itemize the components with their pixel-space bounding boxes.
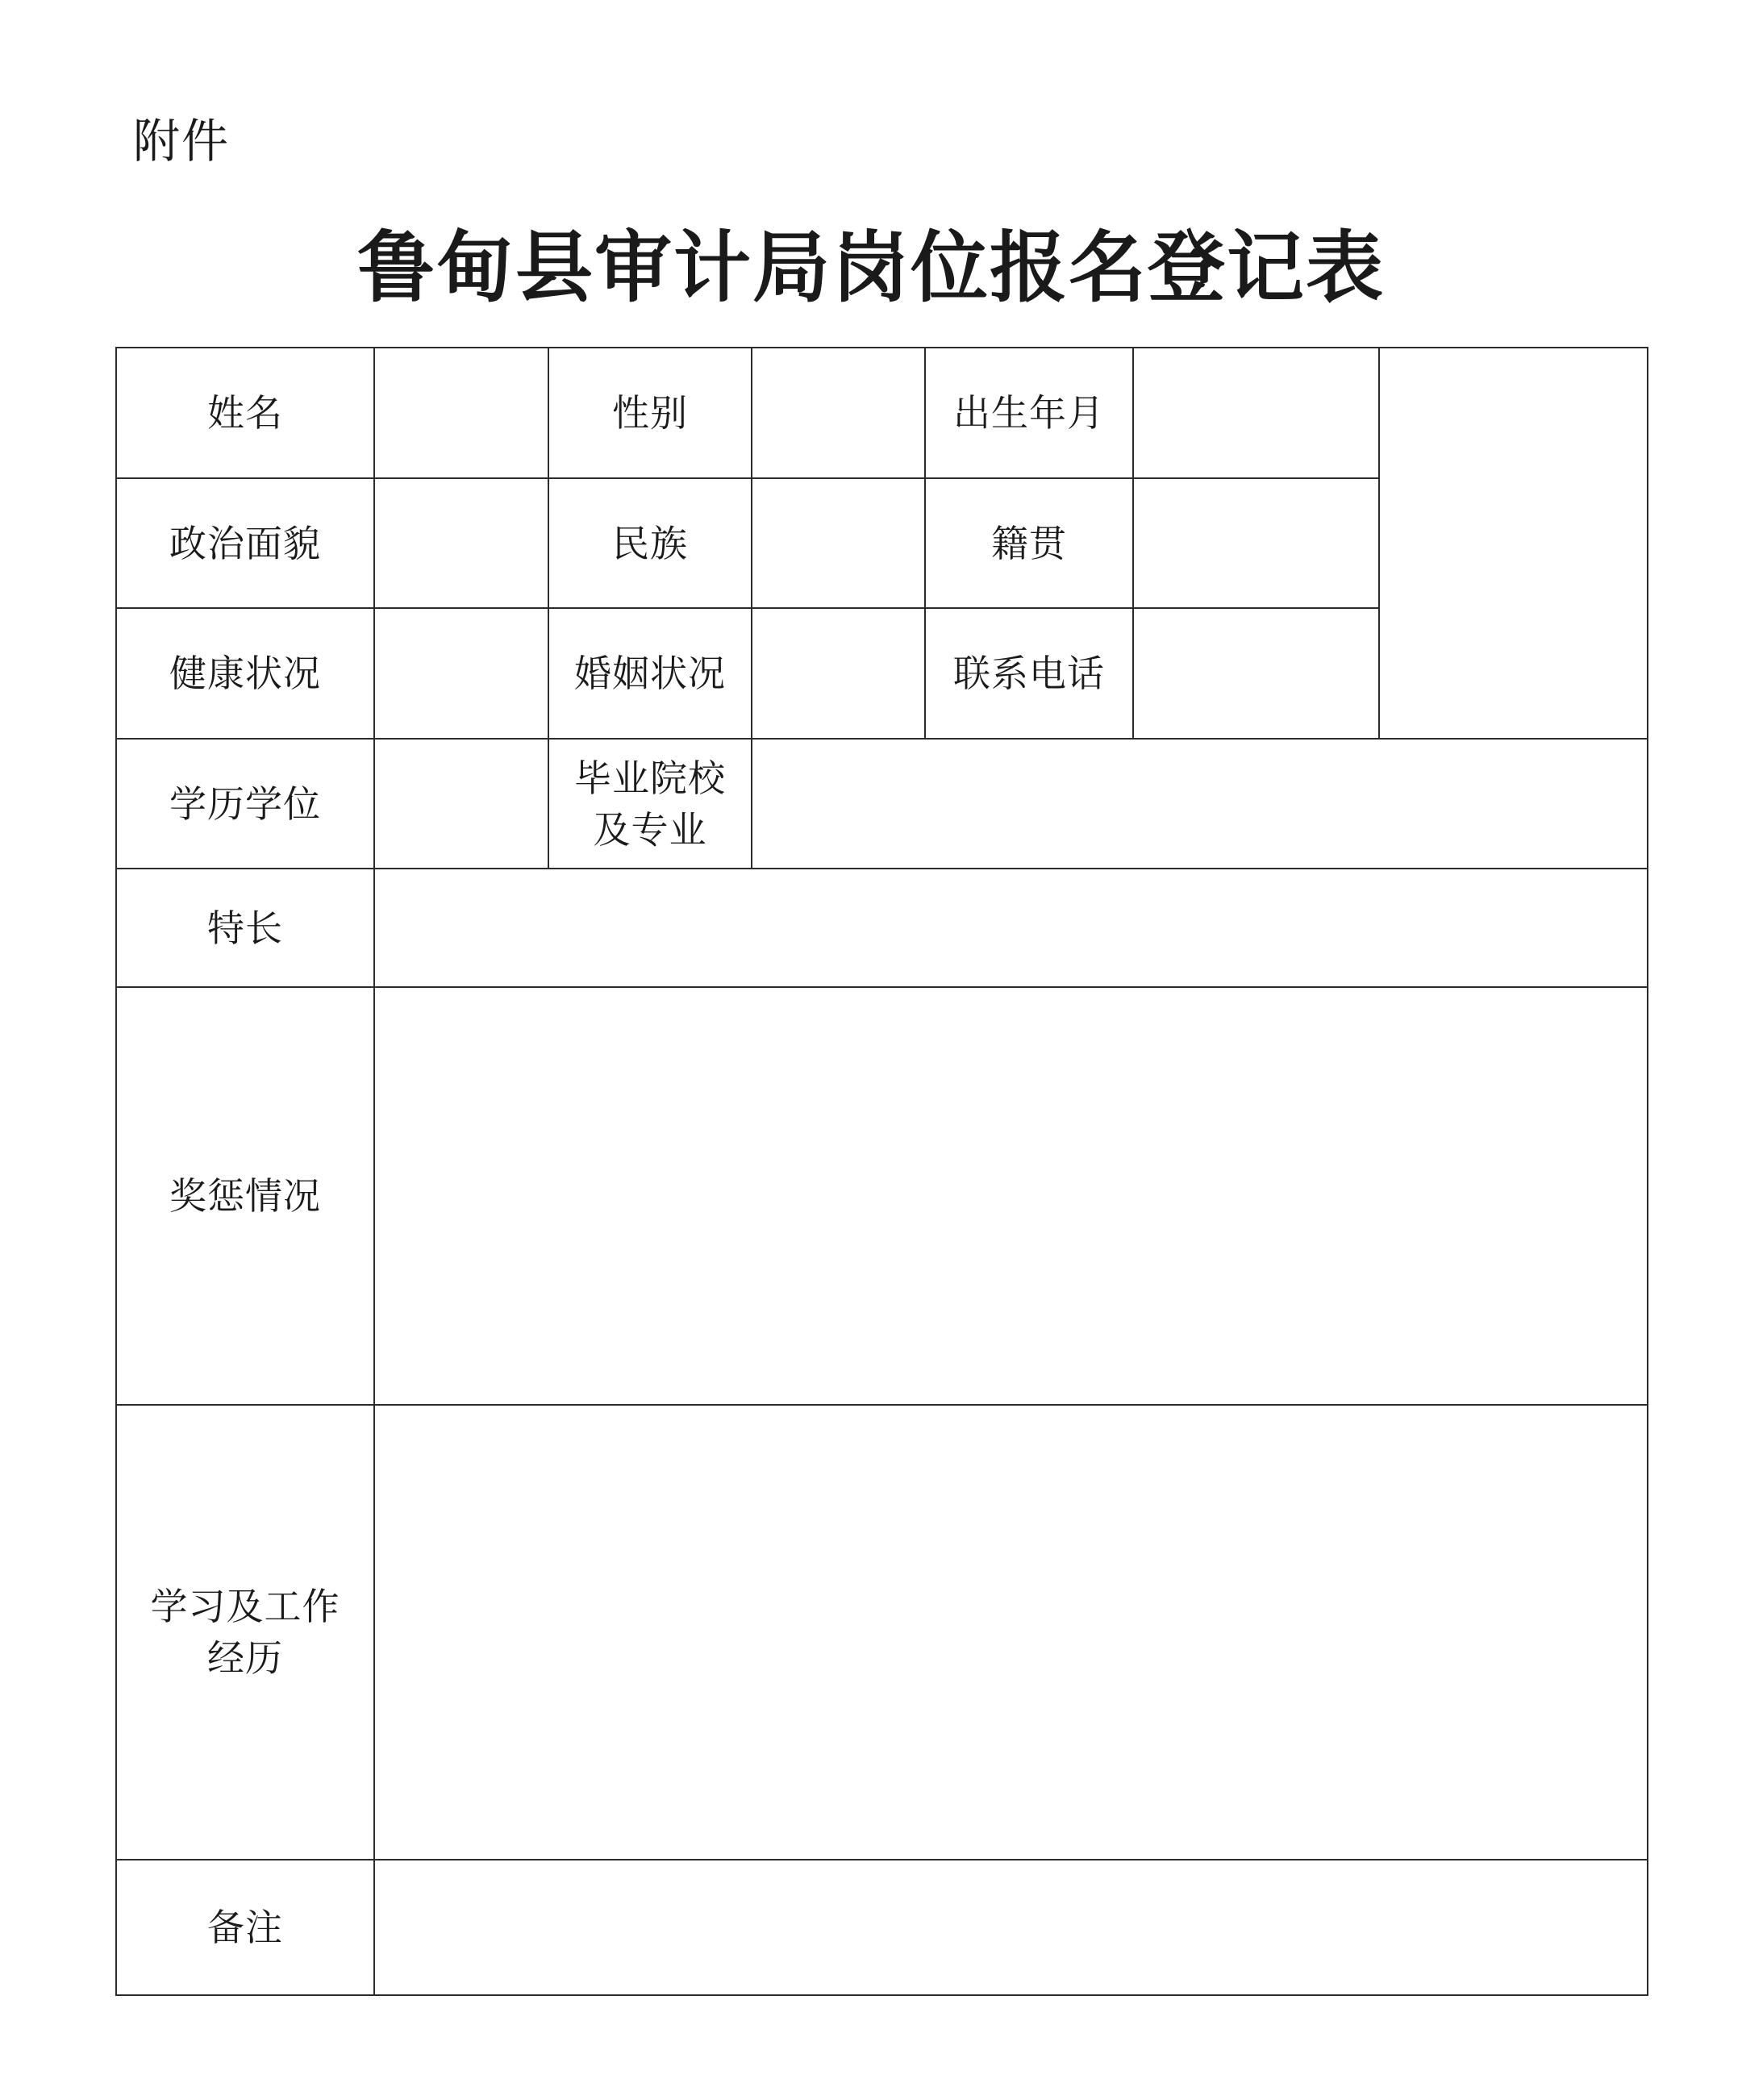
page-title: 鲁甸县审计局岗位报名登记表	[357, 222, 1385, 313]
rewards-label: 奖惩情况	[116, 987, 374, 1405]
name-label: 姓名	[116, 348, 374, 478]
registration-form-table	[115, 347, 1648, 1996]
rewards-field[interactable]	[374, 987, 1648, 1405]
political-status-label: 政治面貌	[116, 478, 374, 608]
name-field[interactable]	[374, 348, 548, 478]
school-major-label-line-1: 毕业院校	[574, 756, 726, 800]
experience-label-line-2: 经历	[207, 1636, 283, 1680]
ethnicity-field[interactable]	[752, 478, 925, 608]
phone-field[interactable]	[1133, 608, 1379, 739]
experience-label-line-1: 学习及工作	[150, 1585, 340, 1628]
native-place-field[interactable]	[1133, 478, 1379, 608]
school-major-field[interactable]	[752, 739, 1648, 869]
row-education	[116, 739, 1648, 869]
native-place-label: 籍贯	[925, 478, 1133, 608]
ethnicity-label: 民族	[548, 478, 752, 608]
school-major-label	[548, 739, 752, 869]
row-rewards	[116, 987, 1648, 1405]
marital-status-label: 婚姻状况	[548, 608, 752, 739]
row-specialty	[116, 869, 1648, 987]
school-major-label-line-2: 及专业	[593, 807, 707, 852]
education-field[interactable]	[374, 739, 548, 869]
row-basic-1	[116, 348, 1648, 478]
phone-label: 联系电话	[925, 608, 1133, 739]
row-remarks	[116, 1860, 1648, 1995]
gender-label: 性别	[548, 348, 752, 478]
photo-cell[interactable]	[1379, 348, 1648, 739]
remarks-label: 备注	[116, 1860, 374, 1995]
specialty-field[interactable]	[374, 869, 1648, 987]
marital-status-field[interactable]	[752, 608, 925, 739]
remarks-field[interactable]	[374, 1860, 1648, 1995]
experience-label	[116, 1405, 374, 1860]
health-status-label: 健康状况	[116, 608, 374, 739]
attachment-label: 附件	[133, 114, 231, 169]
birth-date-label: 出生年月	[925, 348, 1133, 478]
experience-field[interactable]	[374, 1405, 1648, 1860]
political-status-field[interactable]	[374, 478, 548, 608]
specialty-label: 特长	[116, 869, 374, 987]
row-experience	[116, 1405, 1648, 1860]
gender-field[interactable]	[752, 348, 925, 478]
birth-date-field[interactable]	[1133, 348, 1379, 478]
health-status-field[interactable]	[374, 608, 548, 739]
education-label: 学历学位	[116, 739, 374, 869]
